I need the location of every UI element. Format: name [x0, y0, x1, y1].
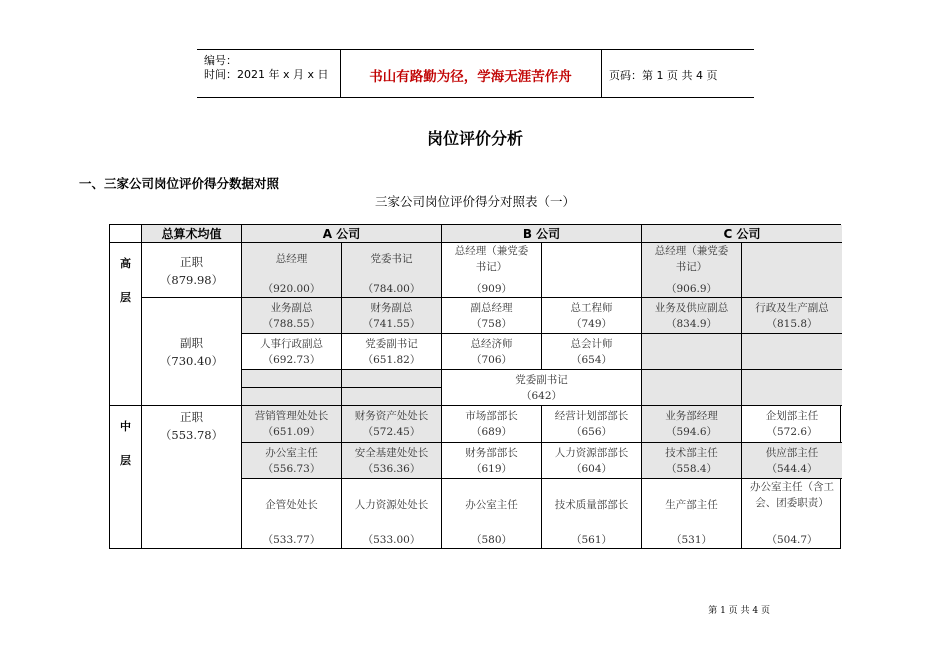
position-score: （642）: [520, 389, 563, 402]
band-score: （879.98）: [159, 273, 224, 287]
position-name: 总经理: [275, 253, 308, 265]
position-cell: [442, 334, 542, 370]
document-title: 岗位评价分析: [426, 129, 523, 148]
position-cell: [642, 479, 742, 548]
position-cell: [242, 443, 342, 479]
position-name: 人事行政副总: [260, 337, 323, 350]
position-cell: [542, 298, 642, 334]
position-cell: [242, 479, 342, 548]
position-name: 财务资产处处长: [354, 410, 429, 422]
position-score: （749）: [570, 317, 613, 330]
position-cell: [442, 443, 542, 479]
position-cell: [742, 406, 842, 443]
level-label: 高: [120, 257, 131, 270]
header-avg: 总算术均值: [142, 225, 242, 243]
position-score: （531）: [670, 534, 713, 546]
position-cell: [542, 443, 642, 479]
position-cell-empty: [342, 370, 442, 388]
position-name: 总经济师: [470, 337, 513, 350]
position-score: （536.36）: [362, 462, 421, 475]
position-name: 党委副书记: [515, 373, 568, 386]
position-score: （706）: [470, 353, 513, 366]
position-score: （656）: [570, 426, 613, 438]
position-cell-empty: [242, 370, 342, 388]
position-name: 企管处处长: [265, 499, 318, 511]
position-cell: [442, 370, 642, 406]
position-cell: [542, 479, 642, 548]
header-divider: [601, 50, 602, 97]
position-name: 经营计划部部长: [554, 410, 629, 422]
time-label: 时间：2021 年 x 月 x 日: [204, 68, 329, 81]
position-cell: [342, 243, 442, 298]
position-score: （556.73）: [262, 462, 321, 475]
position-score: （604）: [570, 462, 613, 475]
position-name: 人力资源部部长: [554, 446, 629, 459]
position-cell: [642, 243, 742, 298]
position-cell-empty: [642, 370, 742, 406]
position-cell: [342, 334, 442, 370]
band-label: 正职: [180, 255, 203, 269]
score-comparison-table: [109, 224, 841, 549]
position-name: 业务部经理: [665, 410, 718, 422]
position-score: （561）: [570, 534, 613, 546]
position-name: 供应部主任: [765, 446, 819, 459]
page-label: 页码：第 1 页 共 4 页: [609, 69, 718, 82]
position-score: （651.82）: [362, 353, 421, 366]
position-score: （920.00）: [262, 283, 321, 295]
band-mid-principal: [142, 406, 242, 549]
position-score: （689）: [470, 426, 513, 438]
position-name: 业务及供应副总: [654, 301, 729, 314]
position-score: （533.00）: [362, 534, 421, 546]
position-score: （788.55）: [262, 317, 321, 330]
position-cell-empty: [642, 334, 742, 370]
position-name: 党委书记: [370, 253, 413, 265]
position-cell-empty: [542, 243, 642, 298]
position-cell: [442, 406, 542, 443]
table-caption: 三家公司岗位评价得分对照表（一）: [374, 194, 575, 209]
position-cell: [242, 243, 342, 298]
position-score: （572.45）: [362, 426, 421, 438]
position-cell-empty: [742, 370, 842, 406]
position-name: 生产部主任: [665, 499, 718, 511]
band-high-principal: [142, 243, 242, 298]
position-name: 总会计师: [570, 337, 613, 350]
position-name: 市场部部长: [465, 410, 518, 422]
page-header: [197, 49, 754, 98]
position-cell: [642, 443, 742, 479]
position-score: （815.8）: [766, 317, 818, 330]
page-footer: 第 1 页 共 4 页: [708, 606, 770, 616]
table-corner-cell: [110, 225, 142, 243]
position-name: 安全基建处处长: [354, 446, 429, 459]
position-name: 总经理（兼党委书记）: [454, 245, 529, 273]
number-label: 编号：: [204, 54, 237, 67]
position-cell: [342, 479, 442, 548]
position-score: （834.9）: [665, 317, 718, 330]
position-score: （533.77）: [262, 534, 321, 546]
position-score: （741.55）: [362, 317, 421, 330]
position-score: （692.73）: [262, 353, 321, 366]
band-high-deputy: [142, 298, 242, 406]
position-score: （558.4）: [665, 462, 718, 475]
position-cell: [442, 298, 542, 334]
position-score: （572.6）: [766, 426, 818, 438]
section-heading: 一、三家公司岗位评价得分数据对照: [79, 176, 280, 191]
position-cell: [642, 406, 742, 443]
level-mid-cell: [110, 406, 142, 549]
position-cell: [742, 479, 842, 548]
position-cell: [742, 443, 842, 479]
position-name: 企划部主任: [765, 410, 819, 422]
position-cell-empty: [342, 388, 442, 406]
level-high-cell: [110, 243, 142, 406]
position-cell: [442, 479, 542, 548]
position-cell: [342, 298, 442, 334]
position-score: （909）: [470, 283, 513, 295]
band-score: （553.78）: [159, 428, 224, 442]
position-cell-empty: [742, 334, 842, 370]
level-label: 层: [120, 454, 131, 467]
position-cell: [242, 298, 342, 334]
position-name: 办公室主任: [465, 499, 518, 511]
position-score: （504.7）: [766, 534, 818, 546]
position-name: 业务副总: [270, 301, 313, 314]
band-label: 副职: [180, 335, 203, 350]
position-score: （544.4）: [766, 462, 818, 475]
position-cell: [642, 298, 742, 334]
position-score: （784.00）: [362, 283, 421, 295]
position-name: 人力资源处处长: [354, 499, 429, 511]
band-score: （730.40）: [159, 353, 224, 368]
band-label: 正职: [180, 410, 203, 424]
position-score: （758）: [470, 317, 513, 330]
position-name: 总经理（兼党委书记）: [654, 245, 729, 273]
position-name: 党委副书记: [365, 337, 418, 350]
position-name: 技术质量部部长: [554, 499, 629, 511]
position-name: 行政及生产副总: [755, 301, 829, 314]
position-name: 技术部主任: [665, 446, 718, 459]
header-motto: 书山有路勤为径，学海无涯苦作舟: [369, 69, 572, 85]
position-score: （580）: [470, 534, 513, 546]
header-company-a: A 公司: [242, 225, 442, 243]
level-label: 层: [120, 291, 131, 304]
position-score: （654）: [570, 353, 613, 366]
position-cell: [742, 298, 842, 334]
position-cell: [442, 243, 542, 298]
position-cell: [242, 334, 342, 370]
position-cell: [542, 334, 642, 370]
position-name: 办公室主任（含工会、团委职责）: [750, 481, 834, 509]
position-cell-empty: [742, 243, 842, 298]
position-name: 财务部部长: [465, 446, 518, 459]
position-cell: [342, 443, 442, 479]
position-cell: [342, 406, 442, 443]
header-company-b: B 公司: [442, 225, 642, 243]
position-score: （651.09）: [262, 426, 321, 438]
position-name: 营销管理处处长: [254, 410, 329, 422]
position-cell-empty: [242, 388, 342, 406]
header-company-c: C 公司: [642, 225, 842, 243]
position-name: 副总经理: [470, 301, 513, 314]
position-score: （594.6）: [665, 426, 718, 438]
position-name: 财务副总: [370, 301, 413, 314]
level-label: 中: [120, 420, 131, 433]
position-score: （906.9）: [665, 283, 718, 295]
position-cell: [542, 406, 642, 443]
position-score: （619）: [470, 462, 513, 475]
position-name: 办公室主任: [265, 446, 318, 459]
position-name: 总工程师: [570, 301, 613, 314]
position-cell: [242, 406, 342, 443]
